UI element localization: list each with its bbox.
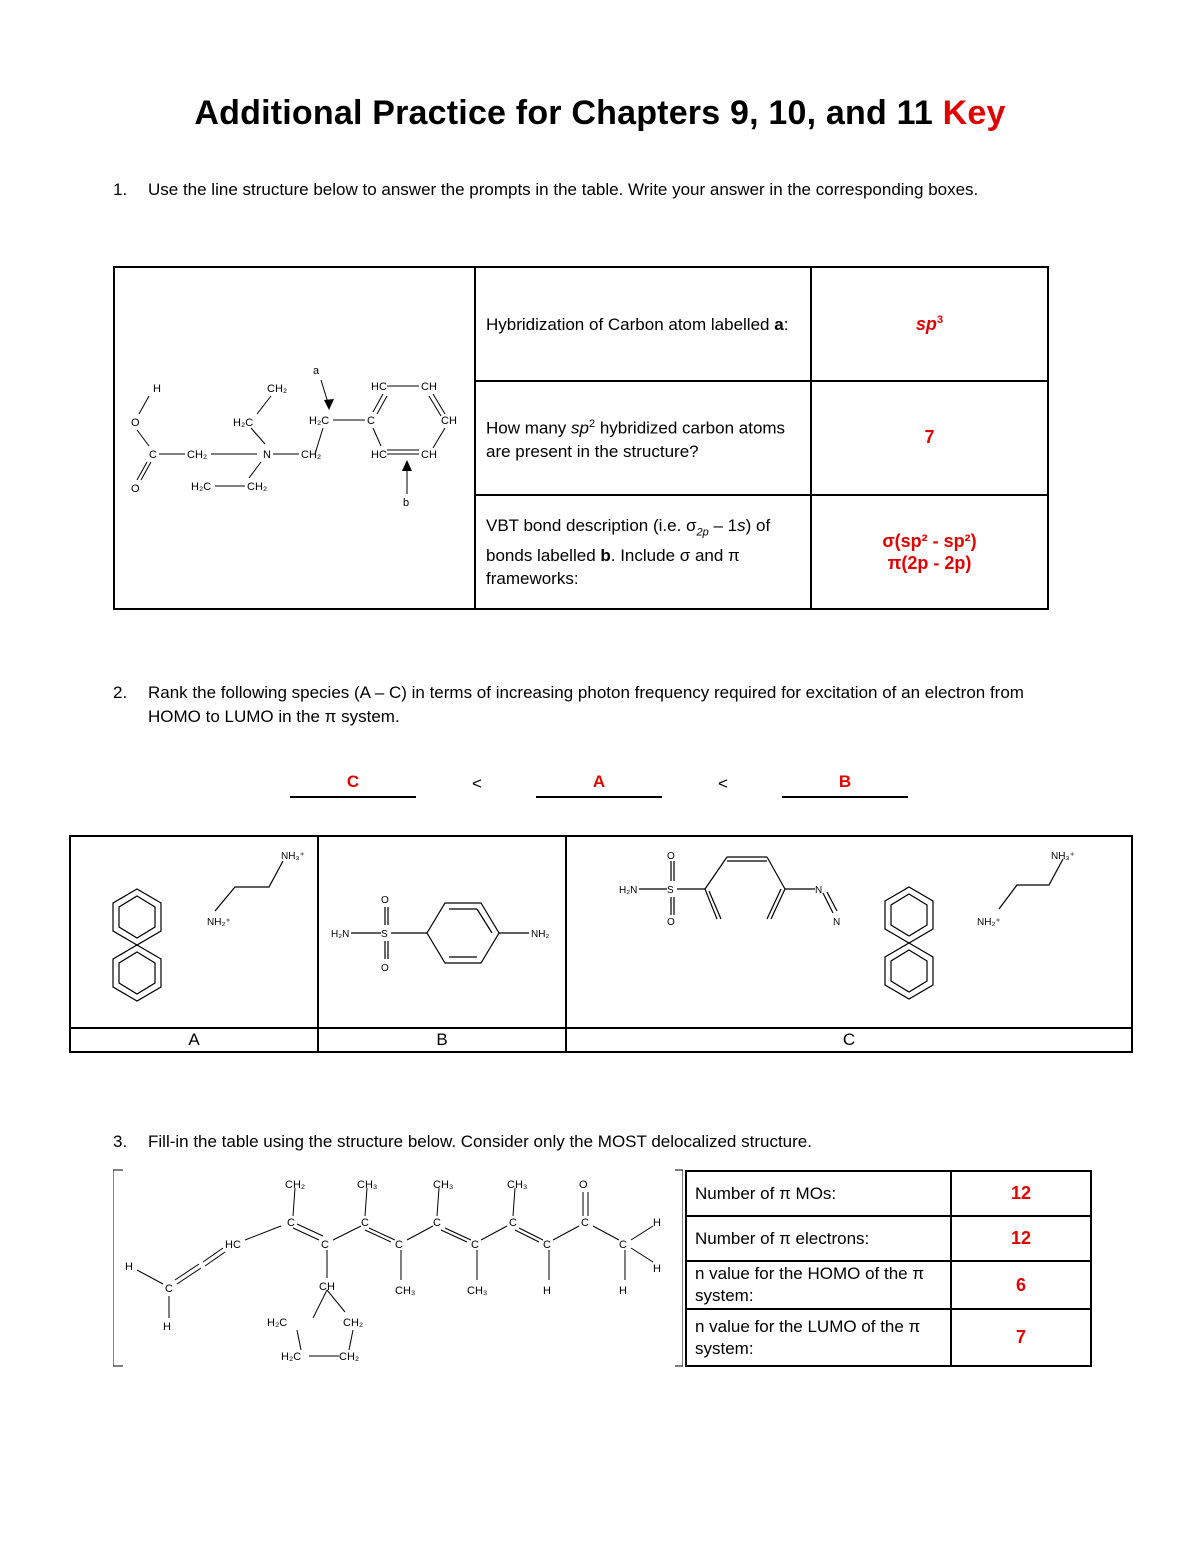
q1-text: Use the line structure below to answer the prompts in the table. Write your answer in the corresponding boxes.: [148, 180, 979, 199]
q1-line-structure: [115, 268, 474, 608]
svg-text:O: O: [667, 851, 675, 862]
species-c-cell: [566, 836, 1132, 1028]
q3-row3-answer: 6: [951, 1261, 1091, 1309]
svg-text:C: C: [619, 1239, 627, 1251]
species-a-structure: [71, 837, 317, 1027]
svg-text:O: O: [579, 1179, 588, 1191]
q3-structure: [113, 1168, 683, 1368]
q3-row4-answer: 7: [951, 1309, 1091, 1366]
svg-text:N: N: [263, 449, 271, 461]
svg-text:O: O: [381, 963, 389, 974]
q2-number: 2.: [113, 683, 128, 702]
svg-text:CH₃: CH₃: [357, 1179, 378, 1191]
svg-text:O: O: [131, 483, 140, 495]
q1-row2-answer: 7: [811, 381, 1048, 494]
svg-text:H₂C: H₂C: [309, 415, 330, 427]
svg-text:CH₃: CH₃: [507, 1179, 528, 1191]
q1-row1-answer: $sp^3$: [811, 267, 1048, 381]
svg-text:H₂C: H₂C: [233, 417, 254, 429]
species-a-cell: [70, 836, 318, 1028]
q1-row3-answer: σ(sp² - sp²) π(2p - 2p): [811, 495, 1048, 609]
q1-row2-prompt: How many $sp^2$ hybridized carbon atoms are present in the structure?: [475, 381, 811, 494]
svg-text:CH₃: CH₃: [395, 1285, 416, 1297]
svg-text:H: H: [153, 383, 161, 395]
q3-table: [685, 1170, 1092, 1367]
title-main: Additional Practice for Chapters 9, 10, and 11: [194, 94, 933, 132]
svg-text:S: S: [667, 885, 674, 896]
rank-lt-1: <: [472, 774, 482, 793]
svg-text:HC: HC: [371, 449, 387, 461]
svg-text:CH₂: CH₂: [267, 383, 288, 395]
svg-text:C: C: [543, 1239, 551, 1251]
q3-text: Fill-in the table using the structure below. Consider only the MOST delocalized structure.: [148, 1132, 812, 1151]
q3-row1-answer: 12: [951, 1171, 1091, 1216]
species-b-structure: [319, 837, 565, 1027]
svg-text:CH: CH: [319, 1281, 335, 1293]
svg-text:CH₂: CH₂: [187, 449, 208, 461]
species-c-label: C: [566, 1028, 1132, 1052]
svg-text:CH: CH: [421, 449, 437, 461]
svg-text:H₂N: H₂N: [619, 885, 638, 896]
svg-text:C: C: [395, 1239, 403, 1251]
svg-text:HC: HC: [371, 381, 387, 393]
svg-text:C: C: [471, 1239, 479, 1251]
svg-text:O: O: [667, 917, 675, 928]
title-key: Key: [942, 94, 1006, 132]
svg-text:N: N: [815, 885, 823, 896]
svg-text:C: C: [581, 1217, 589, 1229]
svg-text:CH₂: CH₂: [301, 449, 322, 461]
svg-text:CH₂: CH₂: [247, 481, 268, 493]
svg-text:CH₂: CH₂: [343, 1317, 364, 1329]
svg-text:CH₂: CH₂: [285, 1179, 306, 1191]
svg-text:H₂N: H₂N: [331, 929, 350, 940]
svg-text:NH₂⁺: NH₂⁺: [977, 917, 1001, 928]
svg-text:H: H: [543, 1285, 551, 1297]
svg-text:H: H: [653, 1217, 661, 1229]
q1-row3-prompt: VBT bond description (i.e. $\sigma_{2p} - 1s$) of bonds labelled b. Include σ and π frameworks:: [475, 495, 811, 609]
svg-text:C: C: [321, 1239, 329, 1251]
q3-row2-answer: 12: [951, 1216, 1091, 1261]
rank-slot-1: C: [290, 772, 416, 798]
svg-text:C: C: [433, 1217, 441, 1229]
label-b: b: [403, 497, 410, 509]
svg-text:CH: CH: [421, 381, 437, 393]
svg-text:NH₂⁺: NH₂⁺: [207, 917, 231, 928]
svg-text:H₂C: H₂C: [281, 1351, 302, 1363]
species-b-label: B: [318, 1028, 566, 1052]
svg-text:HC: HC: [225, 1239, 241, 1251]
svg-text:H₂C: H₂C: [191, 481, 212, 493]
q2-table: [69, 835, 1133, 1053]
svg-text:H: H: [163, 1321, 171, 1333]
svg-text:O: O: [381, 895, 389, 906]
svg-text:H: H: [619, 1285, 627, 1297]
svg-text:CH₂: CH₂: [339, 1351, 360, 1363]
svg-text:C: C: [361, 1217, 369, 1229]
label-a: a: [313, 365, 320, 377]
rank-slot-3: B: [782, 772, 908, 798]
svg-text:C: C: [165, 1283, 173, 1295]
q3-row2-prompt: Number of π electrons:: [686, 1216, 951, 1261]
svg-text:N: N: [833, 917, 841, 928]
q1-structure-cell: [114, 267, 475, 609]
svg-text:C: C: [149, 449, 157, 461]
rank-lt-2: <: [718, 774, 728, 793]
svg-text:O: O: [131, 417, 140, 429]
svg-text:NH₃⁺: NH₃⁺: [1051, 851, 1075, 862]
svg-text:S: S: [381, 929, 388, 940]
q1-row1-prompt: Hybridization of Carbon atom labelled a:: [475, 267, 811, 381]
species-b-cell: [318, 836, 566, 1028]
svg-text:C: C: [509, 1217, 517, 1229]
q1-number: 1.: [113, 180, 128, 199]
svg-text:NH₃⁺: NH₃⁺: [281, 851, 305, 862]
svg-text:H: H: [653, 1263, 661, 1275]
q2-text: Rank the following species (A – C) in terms of increasing photon frequency required for excitation of an electron from HOMO to LUMO in the π system.: [148, 683, 1024, 726]
svg-text:C: C: [367, 415, 375, 427]
species-a-label: A: [70, 1028, 318, 1052]
page-title: [0, 94, 1200, 133]
species-c-structure: [567, 837, 1131, 1027]
svg-text:CH: CH: [441, 415, 457, 427]
svg-text:CH₃: CH₃: [467, 1285, 488, 1297]
svg-text:H: H: [125, 1261, 133, 1273]
q3-row4-prompt: n value for the LUMO of the π system:: [686, 1309, 951, 1366]
svg-text:H₂C: H₂C: [267, 1317, 288, 1329]
q3-row1-prompt: Number of π MOs:: [686, 1171, 951, 1216]
q3-number: 3.: [113, 1132, 128, 1151]
svg-text:NH₂: NH₂: [531, 929, 550, 940]
rank-slot-2: A: [536, 772, 662, 798]
q3-row3-prompt: n value for the HOMO of the π system:: [686, 1261, 951, 1309]
svg-text:CH₃: CH₃: [433, 1179, 454, 1191]
svg-text:C: C: [287, 1217, 295, 1229]
q1-table: [113, 266, 1049, 610]
